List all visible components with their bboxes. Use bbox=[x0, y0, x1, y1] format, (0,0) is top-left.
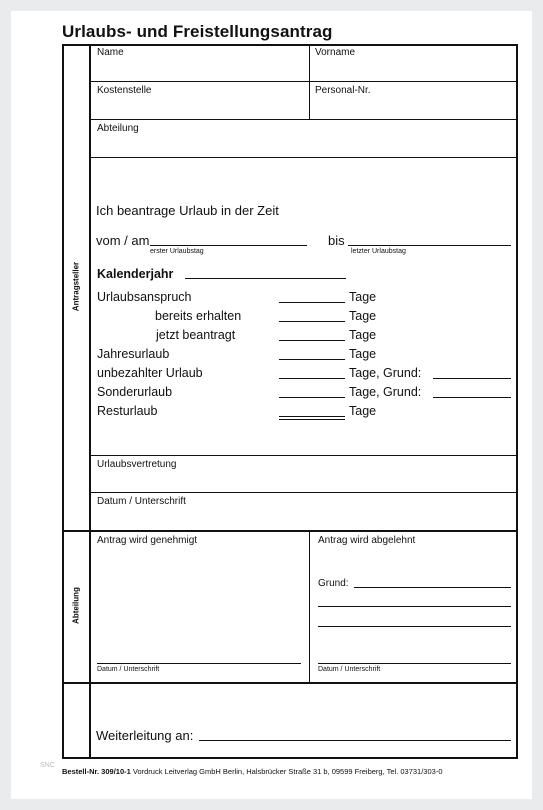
form-title: Urlaubs- und Freistellungsantrag bbox=[62, 22, 333, 41]
row-line-resturlaub bbox=[279, 416, 345, 417]
row-label-bereits-erhalten: bereits erhalten bbox=[155, 309, 242, 323]
row-unit-resturlaub: Tage bbox=[349, 404, 377, 418]
abgelehnt-signature-line bbox=[318, 663, 511, 664]
row-divider-3 bbox=[89, 157, 518, 158]
genehmigt-datum-caption: Datum / Unterschrift bbox=[97, 666, 160, 673]
vorname-field-label: Vorname bbox=[315, 47, 356, 58]
row-unit-urlaubsanspruch: Tage bbox=[349, 290, 377, 304]
row-line-unbezahlter-urlaub bbox=[279, 378, 345, 379]
grund-line-sonderurlaub bbox=[433, 397, 511, 398]
letzter-urlaubstag-caption: letzter Urlaubstag bbox=[351, 248, 406, 255]
urlaubsvertretung-label: Urlaubsvertretung bbox=[97, 459, 177, 470]
order-footer bbox=[62, 767, 443, 776]
vom-am-label: vom / am bbox=[96, 233, 150, 248]
row-divider-4 bbox=[89, 455, 518, 456]
row-unit-jahresurlaub: Tage bbox=[349, 347, 377, 361]
name-vorname-divider bbox=[309, 44, 310, 120]
genehmigt-signature-line bbox=[97, 663, 301, 664]
form-frame bbox=[62, 44, 518, 759]
grund-line-unbezahlter-urlaub bbox=[433, 378, 511, 379]
row-divider-5 bbox=[89, 492, 518, 493]
row-unit-sonderurlaub: Tage, Grund: bbox=[349, 385, 422, 399]
personal-nr-field-label: Personal-Nr. bbox=[315, 85, 371, 96]
abgelehnt-datum-caption: Datum / Unterschrift bbox=[318, 666, 381, 673]
corner-mark: SNC bbox=[40, 762, 55, 769]
weiterleitung-label: Weiterleitung an: bbox=[96, 728, 194, 743]
kostenstelle-field-label: Kostenstelle bbox=[97, 85, 152, 96]
grund-line-1 bbox=[354, 587, 511, 588]
grund-line-3 bbox=[318, 626, 511, 627]
side-label-applicant: Antragsteller bbox=[71, 261, 81, 312]
section-divider-2 bbox=[62, 682, 518, 684]
grund-line-2 bbox=[318, 606, 511, 607]
side-label-department: Abteilung bbox=[71, 587, 81, 624]
row-unit-jetzt-beantragt: Tage bbox=[349, 328, 377, 342]
weiterleitung-line bbox=[199, 740, 511, 741]
vom-am-line bbox=[150, 245, 307, 246]
row-double-line-resturlaub bbox=[279, 419, 345, 420]
side-column-divider bbox=[89, 44, 91, 759]
row-label-urlaubsanspruch: Urlaubsanspruch bbox=[97, 290, 192, 304]
datum-unterschrift-label: Datum / Unterschrift bbox=[97, 496, 186, 507]
erster-urlaubstag-caption: erster Urlaubstag bbox=[150, 248, 204, 255]
row-line-jahresurlaub bbox=[279, 359, 345, 360]
name-field-label: Name bbox=[97, 47, 124, 58]
row-divider-2 bbox=[89, 119, 518, 120]
footer-order-number: Bestell-Nr. 309/10-1 bbox=[62, 767, 131, 776]
grund-label: Grund: bbox=[318, 578, 349, 589]
row-label-jahresurlaub: Jahresurlaub bbox=[97, 347, 170, 361]
row-line-jetzt-beantragt bbox=[279, 340, 345, 341]
footer-publisher: Vordruck Leitverlag GmbH Berlin, Halsbrücker Straße 31 b, 09599 Freiberg, Tel. 03731/303-0 bbox=[130, 767, 443, 776]
approval-divider bbox=[309, 531, 310, 683]
row-line-bereits-erhalten bbox=[279, 321, 345, 322]
row-label-jetzt-beantragt: jetzt beantragt bbox=[156, 328, 236, 342]
bis-line bbox=[348, 245, 511, 246]
abgelehnt-label: Antrag wird abgelehnt bbox=[318, 535, 416, 546]
row-line-sonderurlaub bbox=[279, 397, 345, 398]
kalenderjahr-line bbox=[185, 278, 346, 279]
bis-label: bis bbox=[328, 233, 345, 248]
row-divider-1 bbox=[89, 81, 518, 82]
section-divider-1 bbox=[62, 530, 518, 532]
row-label-resturlaub: Resturlaub bbox=[97, 404, 158, 418]
row-unit-bereits-erhalten: Tage bbox=[349, 309, 377, 323]
row-label-sonderurlaub: Sonderurlaub bbox=[97, 385, 173, 399]
row-unit-unbezahlter-urlaub: Tage, Grund: bbox=[349, 366, 422, 380]
abteilung-field-label: Abteilung bbox=[97, 123, 139, 134]
row-line-urlaubsanspruch bbox=[279, 302, 345, 303]
row-label-unbezahlter-urlaub: unbezahlter Urlaub bbox=[97, 366, 203, 380]
kalenderjahr-label: Kalenderjahr bbox=[97, 267, 174, 281]
request-sentence: Ich beantrage Urlaub in der Zeit bbox=[96, 203, 279, 218]
genehmigt-label: Antrag wird genehmigt bbox=[97, 535, 198, 546]
